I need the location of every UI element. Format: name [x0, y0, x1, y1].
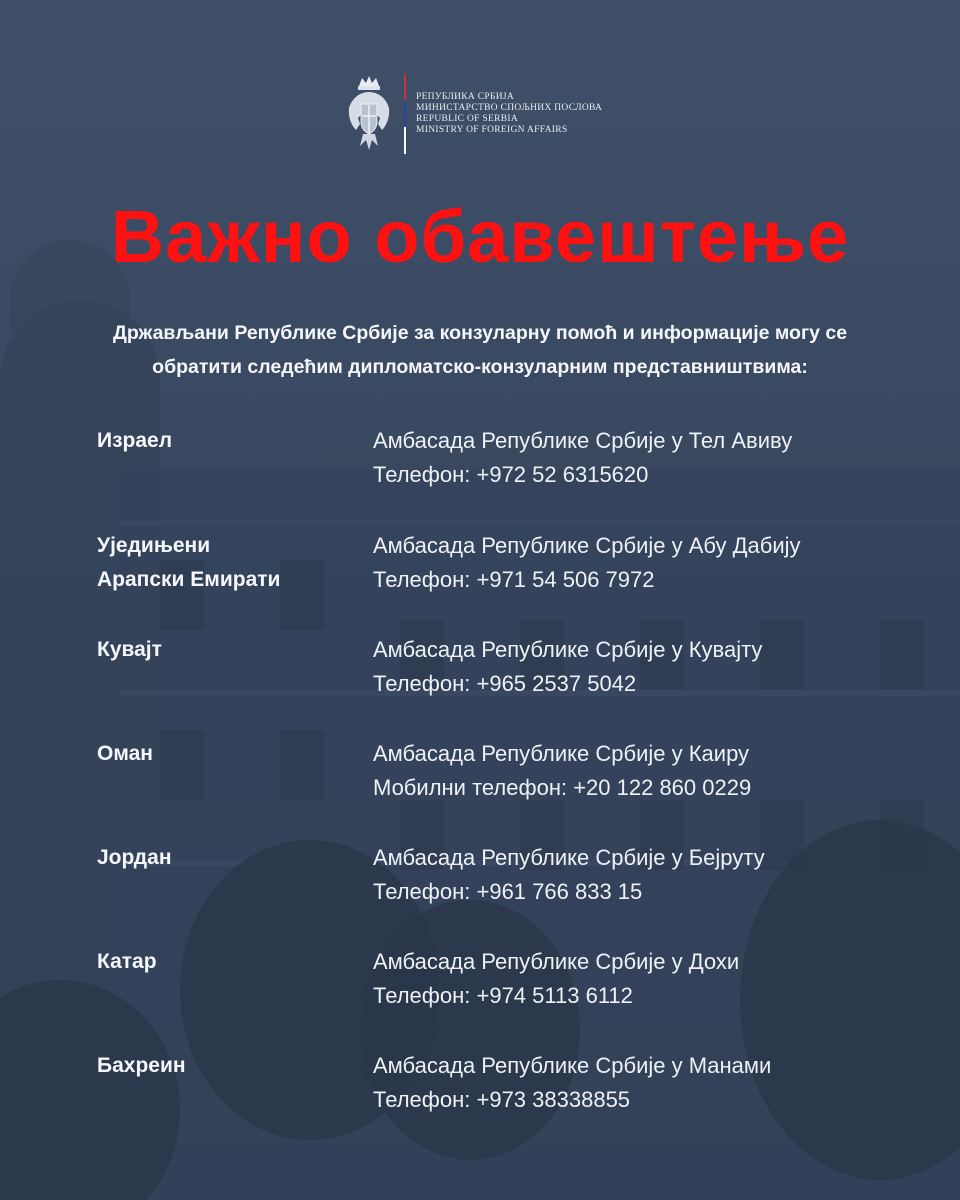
country-name-line: Израел [97, 429, 173, 452]
ministry-name [416, 92, 602, 136]
list-item [97, 1049, 897, 1117]
logo-line-latin-country: REPUBLIC OF SERBIA [416, 114, 519, 124]
embassy-details [373, 633, 762, 701]
embassy-details [373, 1049, 771, 1117]
country-name-line: Уједињени [97, 534, 211, 557]
embassy-details [373, 841, 765, 909]
country-name [97, 633, 373, 701]
country-name [97, 529, 373, 597]
embassy-phone: Телефон: +972 52 6315620 [373, 462, 649, 487]
embassy-phone: Телефон: +961 766 833 15 [373, 879, 643, 904]
embassy-phone: Телефон: +971 54 506 7972 [373, 567, 655, 592]
country-name-line: Кувајт [97, 638, 162, 661]
list-item [97, 633, 897, 701]
country-name [97, 737, 373, 805]
embassy-details [373, 737, 751, 805]
coat-of-arms-icon [346, 74, 392, 154]
tricolor-divider [404, 74, 406, 154]
embassy-name: Амбасада Републике Србије у Абу Дабију [373, 533, 801, 558]
intro-text [60, 316, 900, 384]
embassy-phone: Телефон: +973 38338855 [373, 1087, 631, 1112]
country-name-line: Катар [97, 950, 157, 973]
embassy-details [373, 424, 792, 492]
embassy-details [373, 945, 739, 1013]
intro-line-2: обратити следећим дипломатско-конзуларним представништвима: [152, 356, 808, 378]
embassy-phone: Телефон: +974 5113 6112 [373, 983, 633, 1008]
list-item [97, 529, 897, 597]
embassy-phone: Мобилни телефон: +20 122 860 0229 [373, 775, 752, 800]
logo-line-latin-ministry: MINISTRY OF FOREIGN AFFAIRS [416, 125, 568, 135]
country-name-line: Бахреин [97, 1054, 186, 1077]
ministry-logo [346, 72, 602, 156]
intro-line-1: Држављани Републике Србије за конзуларну помоћ и информације могу се [112, 322, 848, 344]
country-name-line: Јордан [97, 846, 172, 869]
embassy-name: Амбасада Републике Србије у Тел Авиву [373, 428, 793, 453]
country-name-line: Оман [97, 742, 153, 765]
country-name [97, 945, 373, 1013]
logo-line-cyrillic-country: РЕПУБЛИКА СРБИЈА [416, 92, 515, 102]
embassy-name: Амбасада Републике Србије у Каиру [373, 741, 750, 766]
embassy-details [373, 529, 801, 597]
embassy-name: Амбасада Републике Србије у Бејруту [373, 845, 765, 870]
embassy-name: Амбасада Републике Србије у Дохи [373, 949, 740, 974]
country-name [97, 424, 373, 492]
page-title: Важно обавештење [110, 195, 850, 278]
logo-line-cyrillic-ministry: МИНИСТАРСТВО СПОЉНИХ ПОСЛОВА [416, 103, 603, 113]
embassy-name: Амбасада Републике Србије у Кувајту [373, 637, 763, 662]
embassy-phone: Телефон: +965 2537 5042 [373, 671, 637, 696]
list-item [97, 737, 897, 805]
list-item [97, 945, 897, 1013]
embassy-name: Амбасада Републике Србије у Манами [373, 1053, 772, 1078]
list-item [97, 424, 897, 492]
country-name-line-2: Арапски Емирати [97, 568, 281, 591]
list-item [97, 841, 897, 909]
country-name [97, 841, 373, 909]
country-name [97, 1049, 373, 1117]
